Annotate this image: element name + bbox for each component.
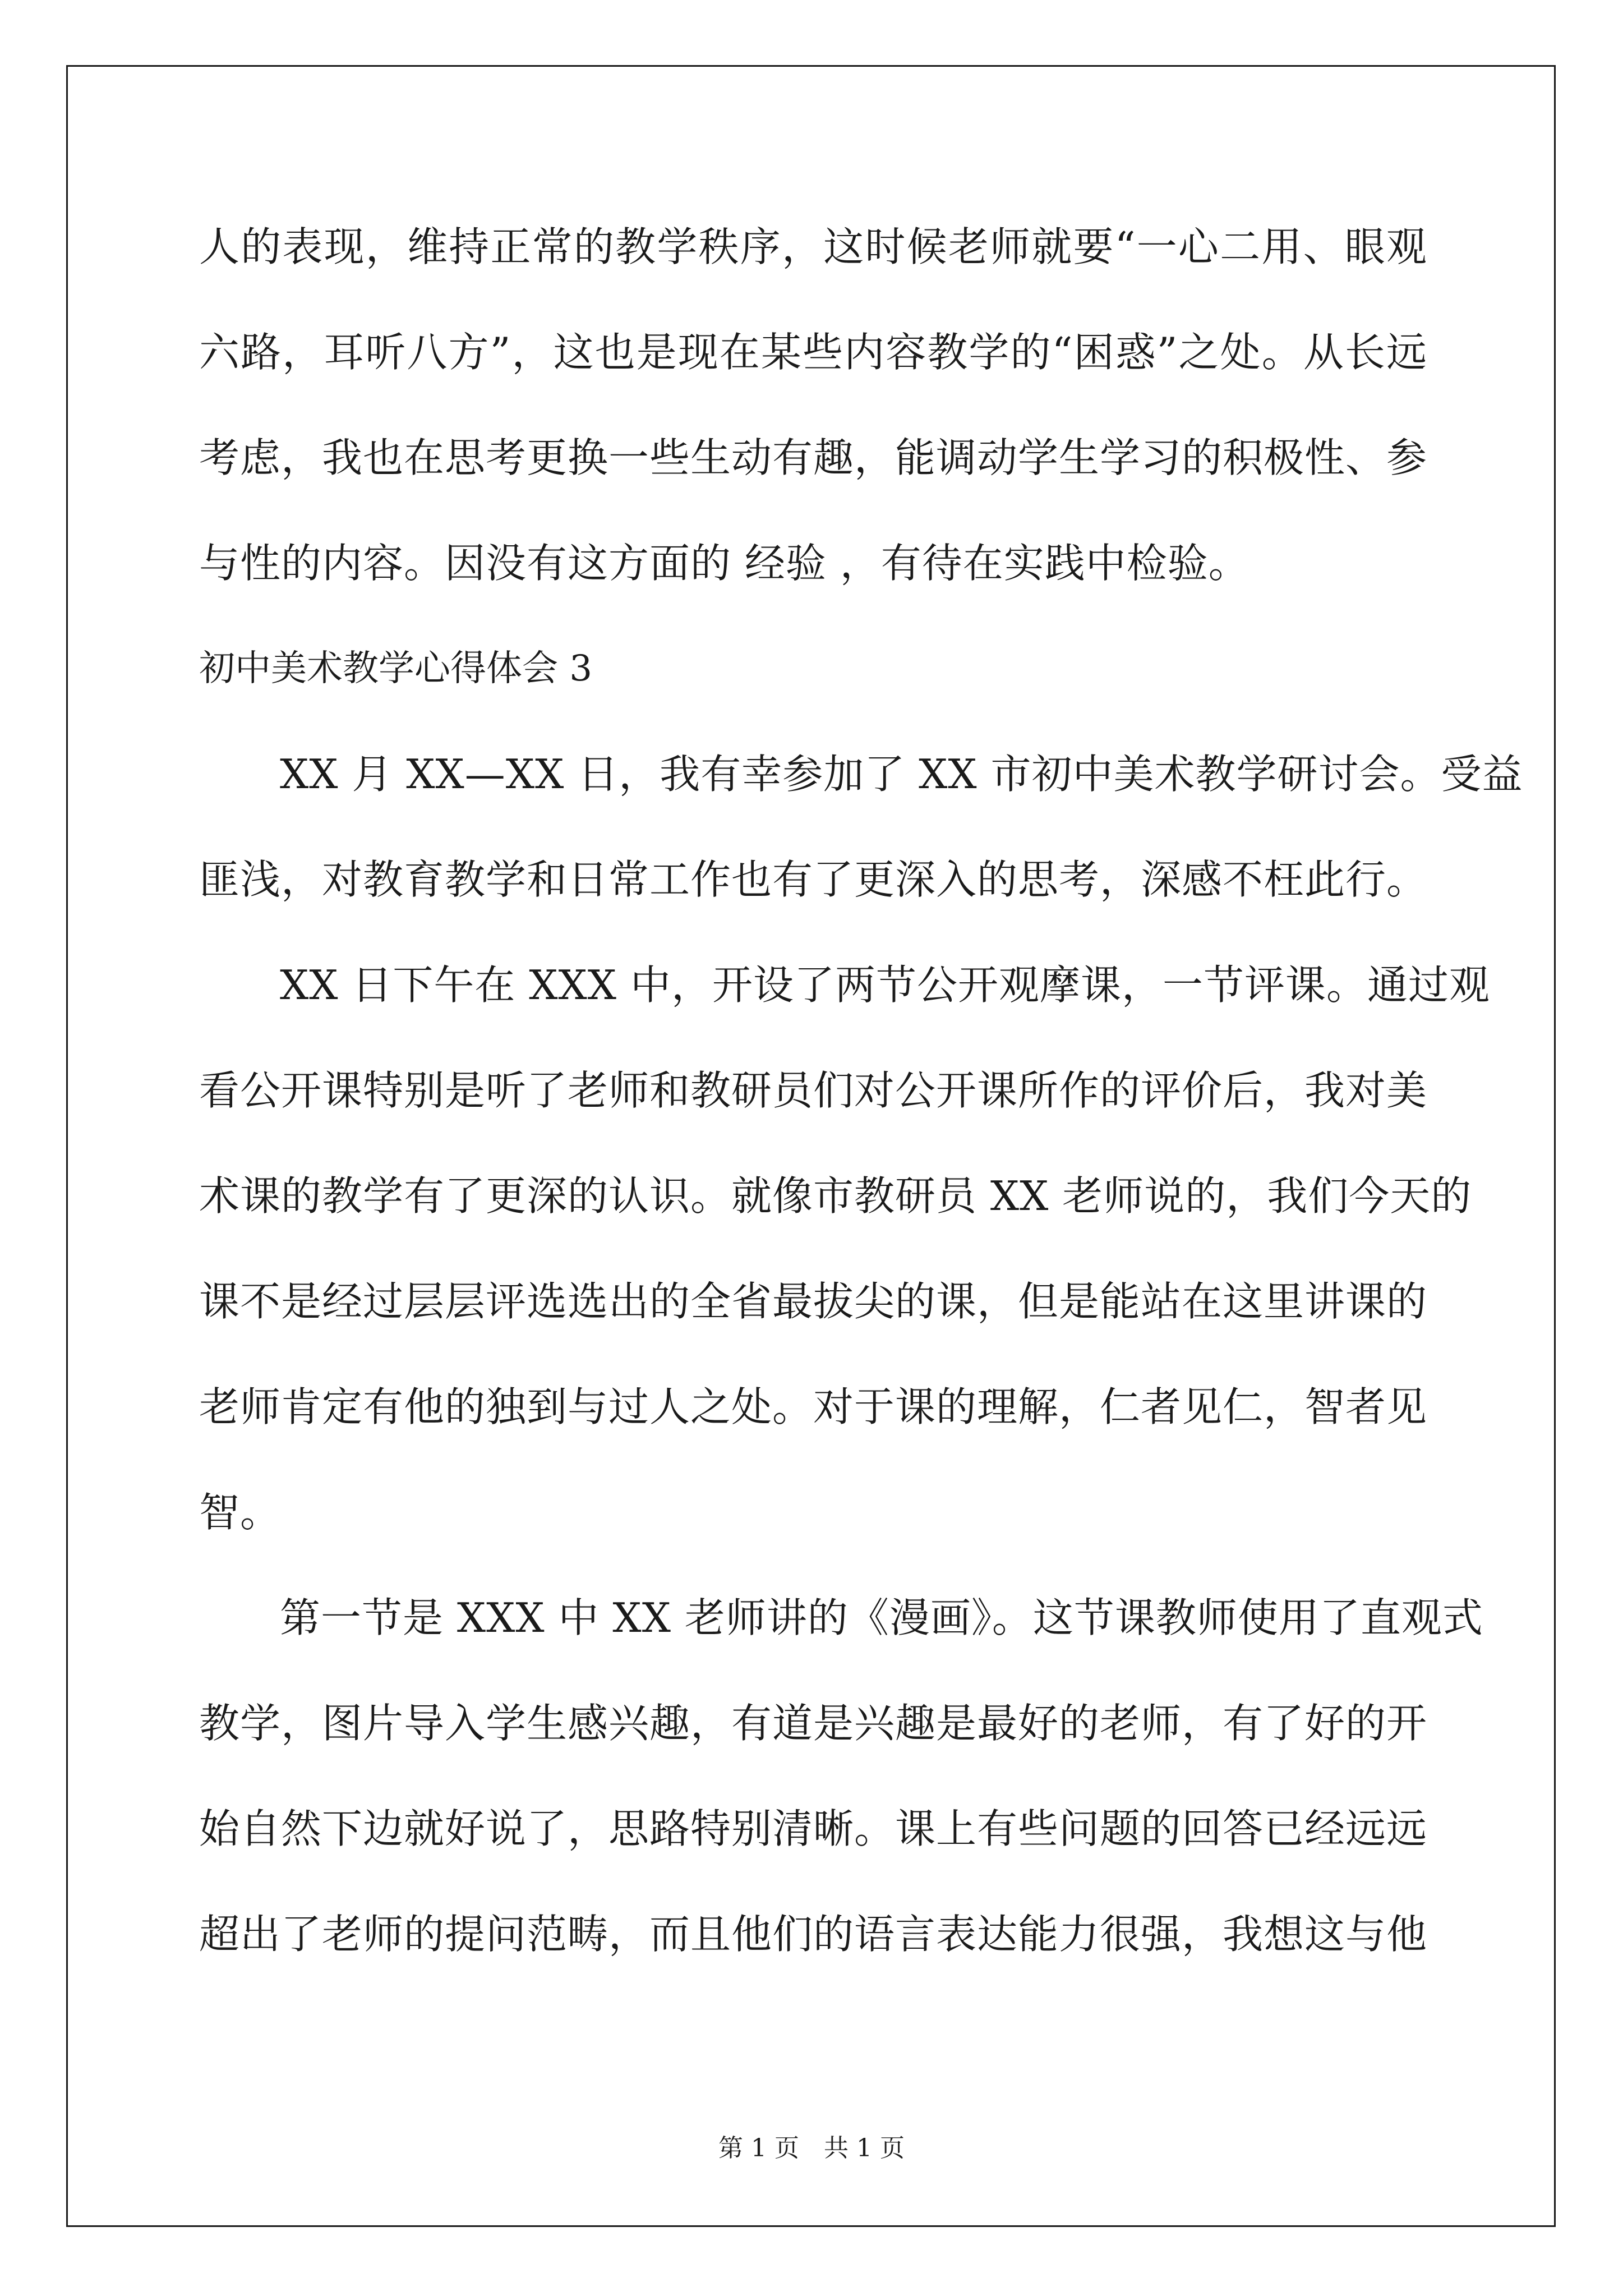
paragraph-line: 老师肯定有他的独到与过人之处。对于课的理解，仁者见仁，智者见 <box>199 1383 1428 1430</box>
paragraph-line: 智。 <box>199 1489 282 1536</box>
page-number-footer: 第 1 页 共 1 页 <box>718 2134 905 2162</box>
document-body <box>199 211 1523 2004</box>
paragraph-line: 六路，耳听八方”，这也是现在某些内容教学的“困惑”之处。从长远 <box>199 329 1427 376</box>
paragraph-line: 人的表现，维持正常的教学秩序，这时候老师就要“一心二用、眼观 <box>199 223 1427 270</box>
paragraph-line: XX 月 XX—XX 日，我有幸参加了 XX 市初中美术教学研讨会。受益 <box>280 751 1523 798</box>
paragraph-line: 课不是经过层层评选选出的全省最拔尖的课，但是能站在这里讲课的 <box>199 1278 1428 1325</box>
paragraph-line: 第一节是 XXX 中 XX 老师讲的《漫画》。这节课教师使用了直观式 <box>280 1594 1483 1641</box>
paragraph-line: 术课的教学有了更深的认识。就像市教研员 XX 老师说的，我们今天的 <box>199 1172 1472 1220</box>
paragraph-line: 始自然下边就好说了，思路特别清晰。课上有些问题的回答已经远远 <box>199 1805 1428 1852</box>
paragraph-line: 考虑，我也在思考更换一些生动有趣，能调动学生学习的积极性、参 <box>199 434 1428 481</box>
paragraph-line: 超出了老师的提问范畴，而且他们的语言表达能力很强，我想这与他 <box>199 1911 1428 1958</box>
paragraph-line: 与性的内容。因没有这方面的 经验 ，有待在实践中检验。 <box>199 540 1249 587</box>
paragraph-line: 匪浅，对教育教学和日常工作也有了更深入的思考，深感不枉此行。 <box>199 856 1428 903</box>
paragraph-line: 教学，图片导入学生感兴趣，有道是兴趣是最好的老师，有了好的开 <box>199 1700 1428 1747</box>
section-heading: 初中美术教学心得体会 3 <box>199 648 593 689</box>
paragraph-line: XX 日下午在 XXX 中，开设了两节公开观摩课，一节评课。通过观 <box>280 961 1490 1009</box>
paragraph-line: 看公开课特别是听了老师和教研员们对公开课所作的评价后，我对美 <box>199 1067 1428 1114</box>
